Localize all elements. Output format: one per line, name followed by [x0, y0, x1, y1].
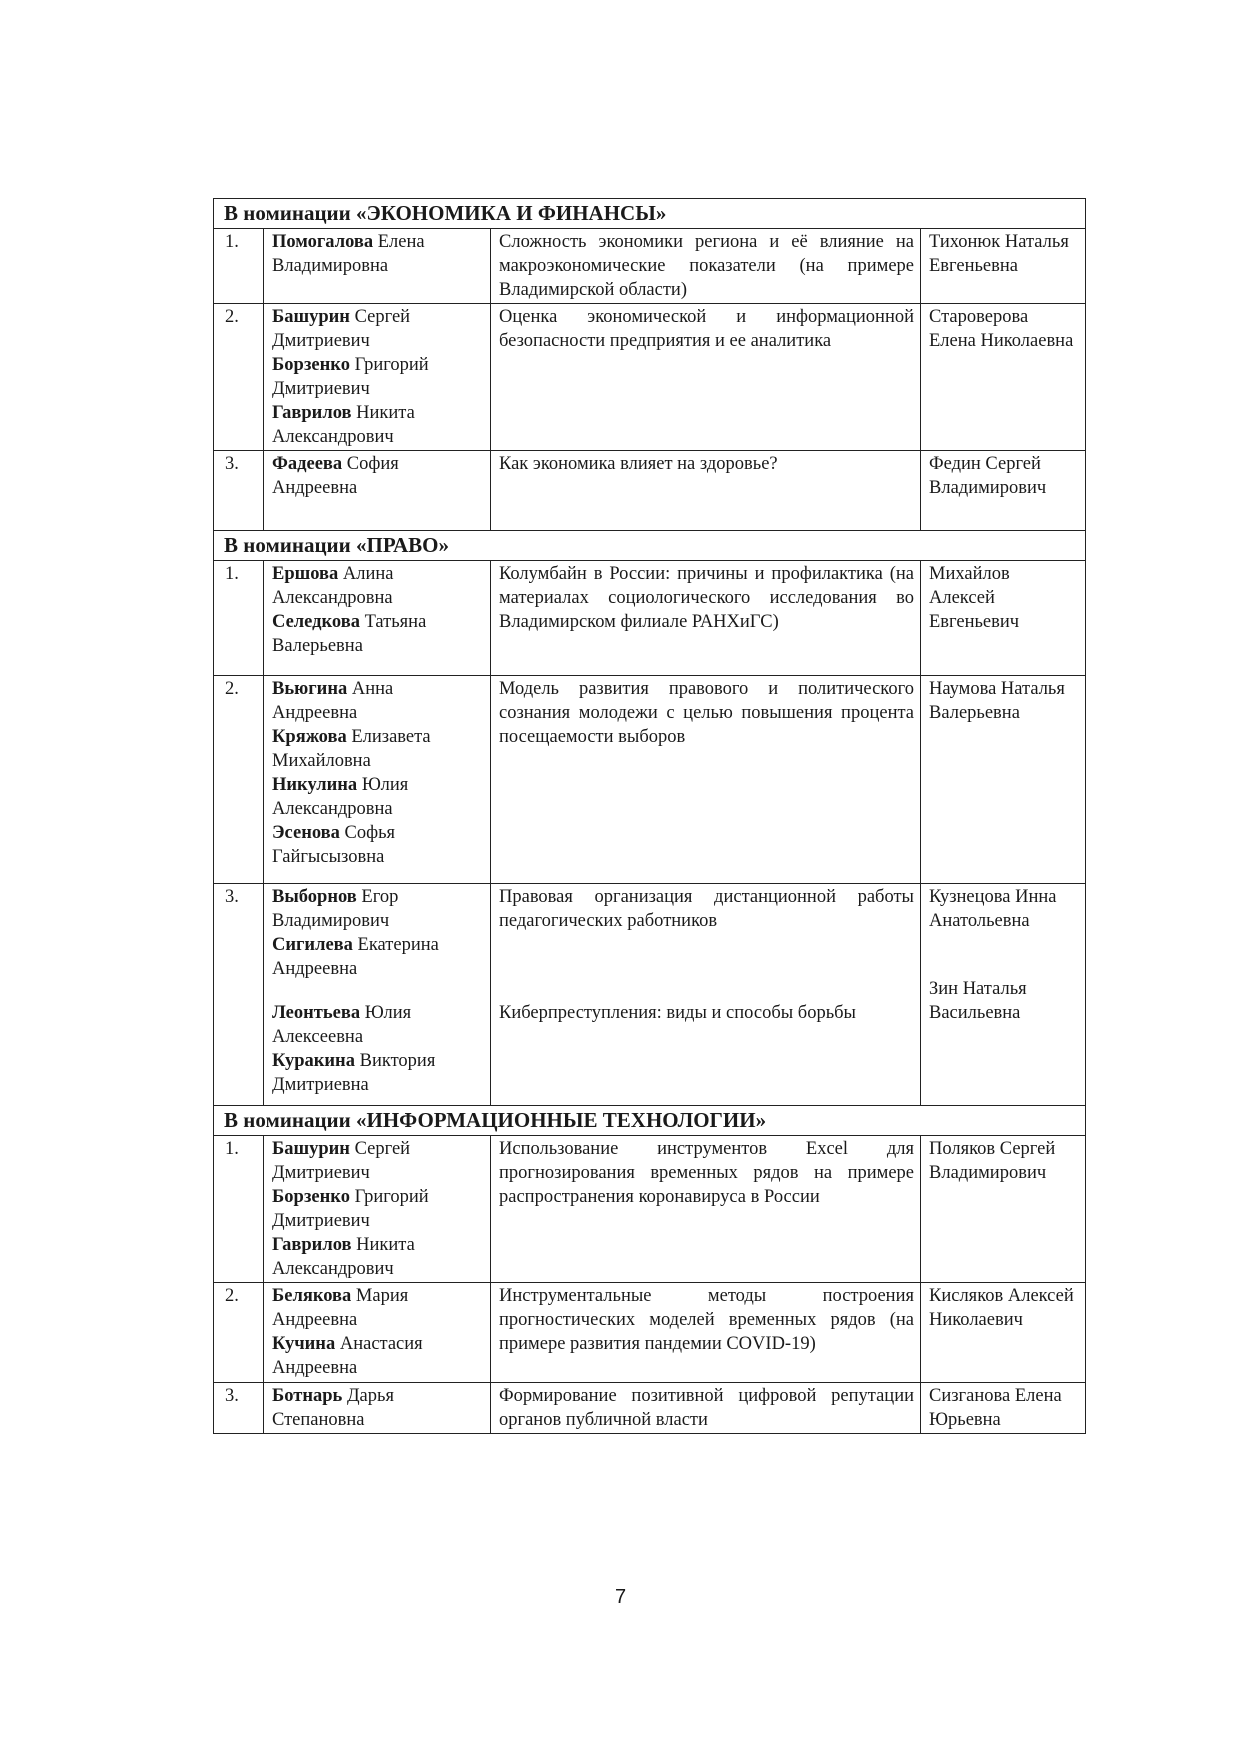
author-last-name: Башурин: [272, 307, 350, 327]
topic-text: Колумбайн в России: причины и профилактика (на материалах социологического исследования во Владимирском филиале РАНХиГС): [499, 564, 914, 632]
entry-topic: [491, 884, 921, 1106]
author-last-name: Борзенко: [272, 355, 350, 375]
page-number: 7: [614, 1586, 627, 1608]
entry-number: 1.: [214, 229, 264, 304]
author-name: [272, 933, 482, 981]
supervisor-name: Сизганова Елена Юрьевна: [929, 1386, 1062, 1430]
supervisor-name: Федин Сергей Владимирович: [929, 454, 1047, 498]
entry-supervisor: [921, 1136, 1086, 1283]
supervisor-name: Поляков Сергей Владимирович: [929, 1139, 1056, 1183]
entry-authors: [264, 229, 491, 304]
author-last-name: Вьюгина: [272, 679, 348, 699]
author-given-names: Екатерина Андреевна: [272, 935, 439, 979]
author-last-name: Куракина: [272, 1051, 355, 1071]
entry-topic: [491, 1136, 921, 1283]
supervisor-name: Тихонюк Наталья Евгеньевна: [929, 232, 1069, 276]
author-name: [272, 562, 482, 610]
spacer: [929, 933, 1079, 977]
entry-authors: [264, 304, 491, 451]
author-last-name: Ботнарь: [272, 1386, 343, 1406]
author-name: [272, 230, 482, 278]
author-given-names: Виктория Дмитриевна: [272, 1051, 436, 1095]
supervisor-name: Кисляков Алексей Николаевич: [929, 1286, 1074, 1330]
topic-text: Инструментальные методы построения прогностических моделей временных рядов (на примере развития пандемии COVID-19): [499, 1286, 914, 1354]
author-last-name: Никулина: [272, 775, 358, 795]
author-name: [272, 1233, 482, 1281]
author-given-names: Софья Гайгысызовна: [272, 823, 396, 867]
author-last-name: Сигилева: [272, 935, 353, 955]
section-title: В номинации «ЭКОНОМИКА И ФИНАНСЫ»: [214, 199, 1086, 229]
entry-authors: [264, 1383, 491, 1434]
entry-row: [214, 451, 1086, 531]
author-name: [272, 401, 482, 449]
entry-number: 3.: [214, 884, 264, 1106]
section-title: В номинации «ПРАВО»: [214, 531, 1086, 561]
author-given-names: Юлия Алексеевна: [272, 1003, 412, 1047]
nominations-table: [213, 198, 1086, 1434]
author-last-name: Кучина: [272, 1334, 336, 1354]
entry-authors: [264, 884, 491, 1106]
author-name: [272, 1332, 482, 1380]
author-name: [272, 610, 482, 658]
author-given-names: Анастасия Андреевна: [272, 1334, 423, 1378]
entry-row: [214, 1283, 1086, 1383]
entry-authors: [264, 451, 491, 531]
author-last-name: Белякова: [272, 1286, 352, 1306]
entry-row: [214, 229, 1086, 304]
author-given-names: Григорий Дмитриевич: [272, 355, 429, 399]
entry-number: 2.: [214, 1283, 264, 1383]
author-last-name: Эсенова: [272, 823, 340, 843]
author-name: [272, 1001, 482, 1049]
author-name: [272, 1137, 482, 1185]
author-name: [272, 353, 482, 401]
section-title: В номинации «ИНФОРМАЦИОННЫЕ ТЕХНОЛОГИИ»: [214, 1106, 1086, 1136]
author-given-names: Егор Владимирович: [272, 887, 399, 931]
entry-row: [214, 1383, 1086, 1434]
author-name: [272, 1049, 482, 1097]
author-name: [272, 885, 482, 933]
supervisor-name: Староверова Елена Николаевна: [929, 307, 1074, 351]
entry-topic: [491, 1283, 921, 1383]
entry-supervisor: [921, 1283, 1086, 1383]
author-given-names: София Андреевна: [272, 454, 399, 498]
author-given-names: Григорий Дмитриевич: [272, 1187, 429, 1231]
author-given-names: Никита Александрович: [272, 1235, 415, 1279]
entry-number: 1.: [214, 561, 264, 676]
entry-supervisor: [921, 561, 1086, 676]
author-name: [272, 1384, 482, 1432]
author-name: [272, 1284, 482, 1332]
entry-supervisor: [921, 451, 1086, 531]
author-last-name: Леонтьева: [272, 1003, 361, 1023]
author-given-names: Татьяна Валерьевна: [272, 612, 427, 656]
entry-supervisor: [921, 1383, 1086, 1434]
entry-supervisor: [921, 304, 1086, 451]
entry-supervisor: [921, 229, 1086, 304]
entry-number: 3.: [214, 451, 264, 531]
author-last-name: Башурин: [272, 1139, 350, 1159]
entry-topic: [491, 1383, 921, 1434]
author-last-name: Ершова: [272, 564, 339, 584]
entry-row: [214, 304, 1086, 451]
author-given-names: Елена Владимировна: [272, 232, 425, 276]
author-last-name: Фадеева: [272, 454, 343, 474]
topic-text: Правовая организация дистанционной работы педагогических работников: [499, 887, 914, 931]
paragraph-gap: [272, 981, 482, 1001]
entry-number: 1.: [214, 1136, 264, 1283]
entry-row: [214, 884, 1086, 1106]
entry-number: 2.: [214, 676, 264, 884]
entry-row: [214, 1136, 1086, 1283]
author-given-names: Мария Андреевна: [272, 1286, 409, 1330]
author-given-names: Никита Александрович: [272, 403, 415, 447]
entry-number: 3.: [214, 1383, 264, 1434]
entry-authors: [264, 1136, 491, 1283]
topic-text: Формирование позитивной цифровой репутации органов публичной власти: [499, 1386, 914, 1430]
section-header-row: [214, 1106, 1086, 1136]
entry-topic: [491, 451, 921, 531]
entry-supervisor: [921, 884, 1086, 1106]
author-last-name: Селедкова: [272, 612, 360, 632]
supervisor-name: Кузнецова Инна Анатольевна: [929, 887, 1057, 931]
topic-text: Модель развития правового и политического сознания молодежи с целью повышения процента посещаемости выборов: [499, 679, 914, 747]
supervisor-name: Зин Наталья Васильевна: [929, 979, 1027, 1023]
author-given-names: Сергей Дмитриевич: [272, 1139, 411, 1183]
author-last-name: Помогалова: [272, 232, 374, 252]
entry-topic: [491, 676, 921, 884]
topic-text: Сложность экономики региона и её влияние на макроэкономические показатели (на примере Владимирской области): [499, 232, 914, 300]
entry-number: 2.: [214, 304, 264, 451]
section-header-row: [214, 531, 1086, 561]
topic-text: Киберпреступления: виды и способы борьбы: [499, 1003, 856, 1023]
author-given-names: Сергей Дмитриевич: [272, 307, 411, 351]
author-name: [272, 452, 482, 500]
author-last-name: Кряжова: [272, 727, 347, 747]
entry-topic: [491, 229, 921, 304]
entry-row: [214, 561, 1086, 676]
supervisor-name: Михайлов Алексей Евгеньевич: [929, 564, 1020, 632]
topic-text: Оценка экономической и информационной безопасности предприятия и ее аналитика: [499, 307, 914, 351]
entry-authors: [264, 1283, 491, 1383]
author-name: [272, 677, 482, 725]
author-name: [272, 1185, 482, 1233]
author-given-names: Дарья Степановна: [272, 1386, 394, 1430]
author-given-names: Елизавета Михайловна: [272, 727, 431, 771]
entry-topic: [491, 561, 921, 676]
author-name: [272, 305, 482, 353]
author-name: [272, 725, 482, 773]
author-name: [272, 821, 482, 869]
author-given-names: Анна Андреевна: [272, 679, 394, 723]
author-name: [272, 773, 482, 821]
topic-text: Как экономика влияет на здоровье?: [499, 454, 778, 474]
author-last-name: Гаврилов: [272, 1235, 352, 1255]
author-last-name: Выборнов: [272, 887, 357, 907]
author-given-names: Алина Александровна: [272, 564, 394, 608]
author-last-name: Гаврилов: [272, 403, 352, 423]
section-header-row: [214, 199, 1086, 229]
entry-authors: [264, 676, 491, 884]
author-given-names: Юлия Александровна: [272, 775, 409, 819]
author-last-name: Борзенко: [272, 1187, 350, 1207]
spacer: [499, 933, 914, 1001]
topic-text: Использование инструментов Excel для прогнозирования временных рядов на примере распространения коронавируса в России: [499, 1139, 914, 1207]
entry-supervisor: [921, 676, 1086, 884]
entry-authors: [264, 561, 491, 676]
entry-row: [214, 676, 1086, 884]
supervisor-name: Наумова Наталья Валерьевна: [929, 679, 1065, 723]
entry-topic: [491, 304, 921, 451]
